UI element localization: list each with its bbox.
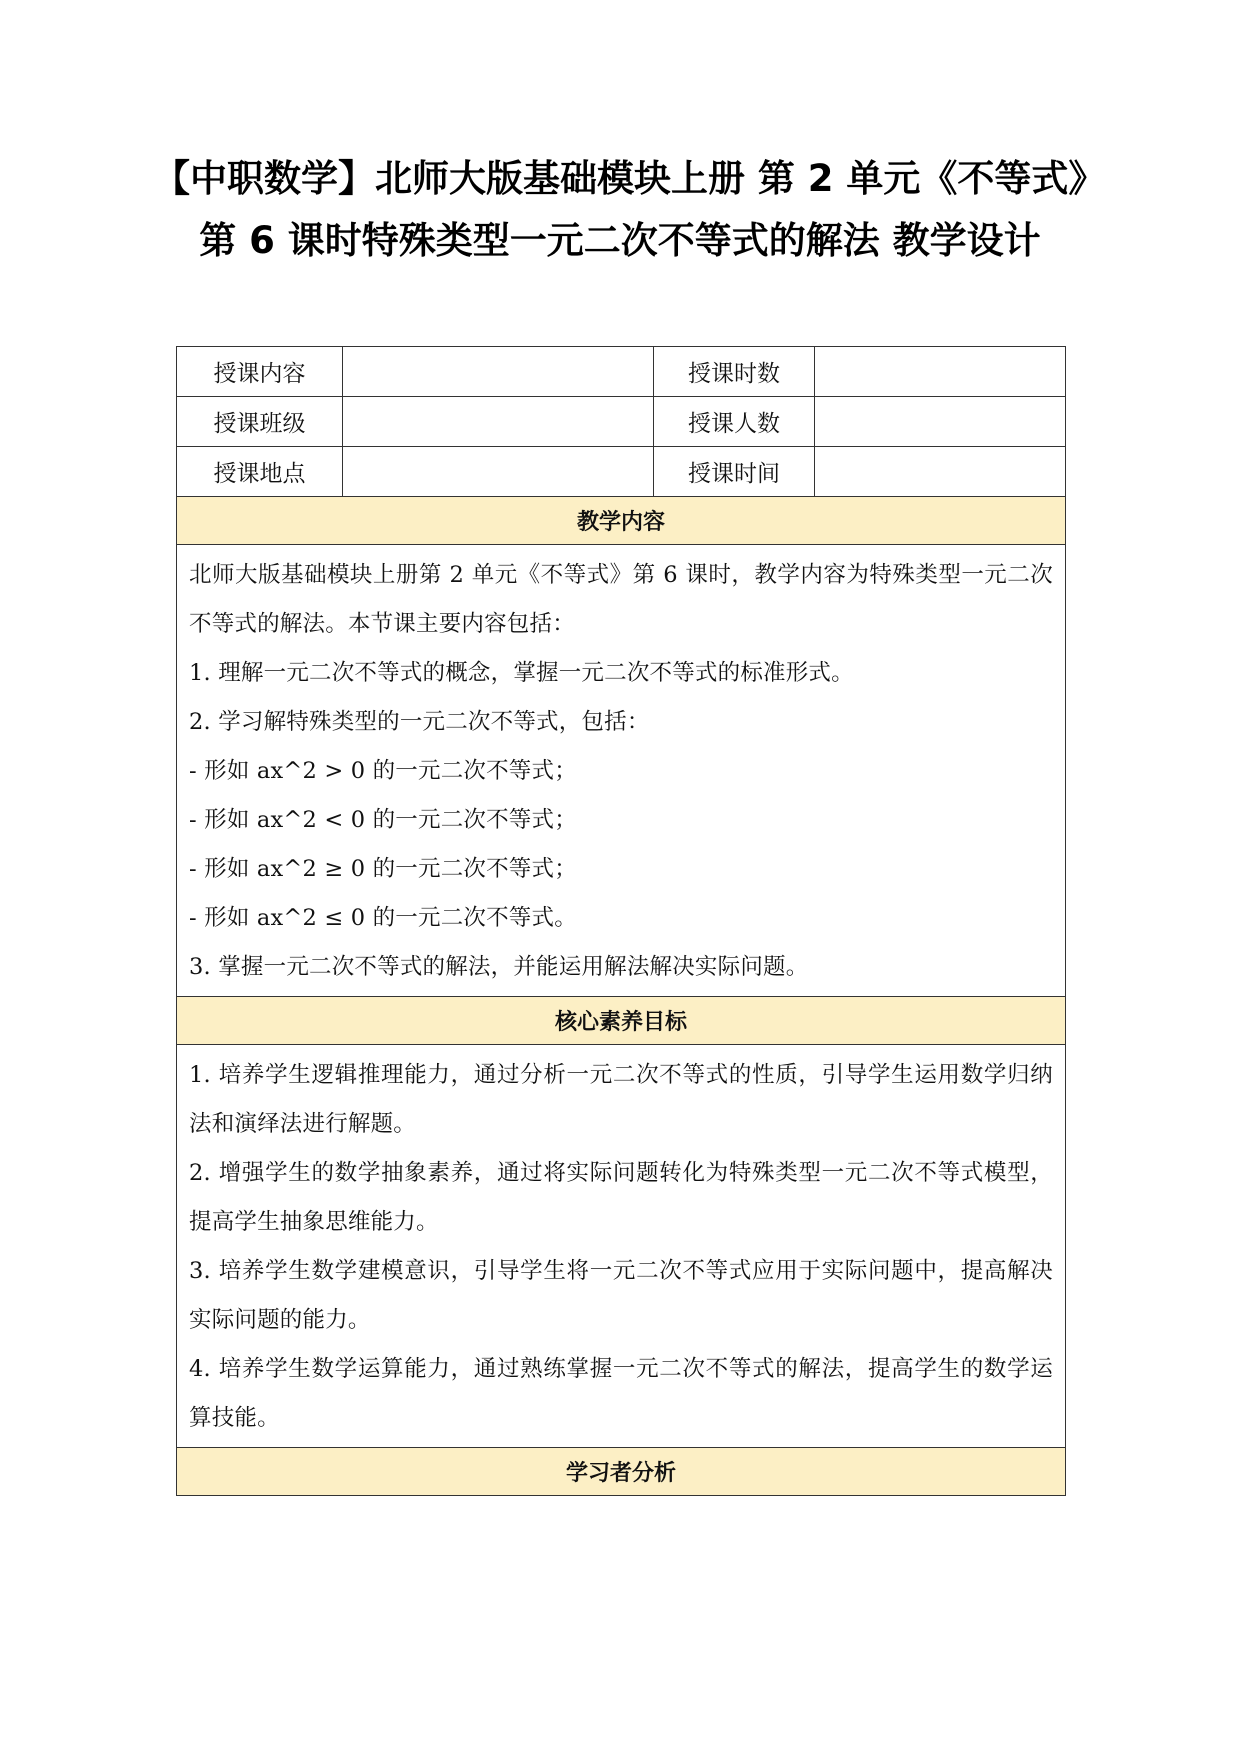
paragraph: 2. 学习解特殊类型的一元二次不等式，包括：: [189, 709, 650, 735]
section-heading-row: [177, 497, 1066, 545]
section-heading-teaching-content: 教学内容: [177, 497, 1066, 545]
paragraph: 1. 培养学生逻辑推理能力，通过分析一元二次不等式的性质，引导学生运用数学归纳法和演绎法进行解题。: [189, 1062, 1053, 1137]
info-label-time: 授课时间: [654, 447, 815, 497]
info-label-teaching-hours: 授课时数: [654, 347, 815, 397]
paragraph: 1. 理解一元二次不等式的概念，掌握一元二次不等式的标准形式。: [189, 660, 854, 686]
info-label-class: 授课班级: [177, 397, 343, 447]
section-heading-row: [177, 1448, 1066, 1496]
paragraph: - 形如 ax^2 > 0 的一元二次不等式；: [189, 758, 577, 784]
info-value-location: [343, 447, 654, 497]
paragraph: - 形如 ax^2 < 0 的一元二次不等式；: [189, 807, 577, 833]
info-label-location: 授课地点: [177, 447, 343, 497]
paragraph: - 形如 ax^2 ≥ 0 的一元二次不等式；: [189, 856, 577, 882]
section-body-teaching-content: [177, 545, 1066, 997]
paragraph: 2. 增强学生的数学抽象素养，通过将实际问题转化为特殊类型一元二次不等式模型，提高学生抽象思维能力。: [189, 1160, 1053, 1235]
info-value-teaching-hours: [815, 347, 1066, 397]
paragraph: 3. 培养学生数学建模意识，引导学生将一元二次不等式应用于实际问题中，提高解决实际问题的能力。: [189, 1258, 1053, 1333]
section-body-row: [177, 545, 1066, 997]
info-label-teaching-content: 授课内容: [177, 347, 343, 397]
paragraph: - 形如 ax^2 ≤ 0 的一元二次不等式。: [189, 905, 577, 931]
paragraph: 3. 掌握一元二次不等式的解法，并能运用解法解决实际问题。: [189, 954, 809, 980]
document-title: 【中职数学】北师大版基础模块上册 第 2 单元《不等式》第 6 课时特殊类型一元二次不等式的解法 教学设计: [153, 157, 1087, 262]
paragraph: 4. 培养学生数学运算能力，通过熟练掌握一元二次不等式的解法，提高学生的数学运算技能。: [189, 1356, 1053, 1431]
section-heading-core-literacy-goals: 核心素养目标: [177, 997, 1066, 1045]
info-value-time: [815, 447, 1066, 497]
info-row: [177, 447, 1066, 497]
section-heading-learner-analysis: 学习者分析: [177, 1448, 1066, 1496]
info-value-class: [343, 397, 654, 447]
info-value-student-count: [815, 397, 1066, 447]
paragraph: 北师大版基础模块上册第 2 单元《不等式》第 6 课时，教学内容为特殊类型一元二次不等式的解法。本节课主要内容包括：: [189, 562, 1053, 637]
section-body-row: [177, 1045, 1066, 1448]
section-body-core-literacy-goals: [177, 1045, 1066, 1448]
info-value-teaching-content: [343, 347, 654, 397]
info-label-student-count: 授课人数: [654, 397, 815, 447]
section-heading-row: [177, 997, 1066, 1045]
info-row: [177, 347, 1066, 397]
lesson-plan-table: [176, 346, 1066, 1496]
info-row: [177, 397, 1066, 447]
